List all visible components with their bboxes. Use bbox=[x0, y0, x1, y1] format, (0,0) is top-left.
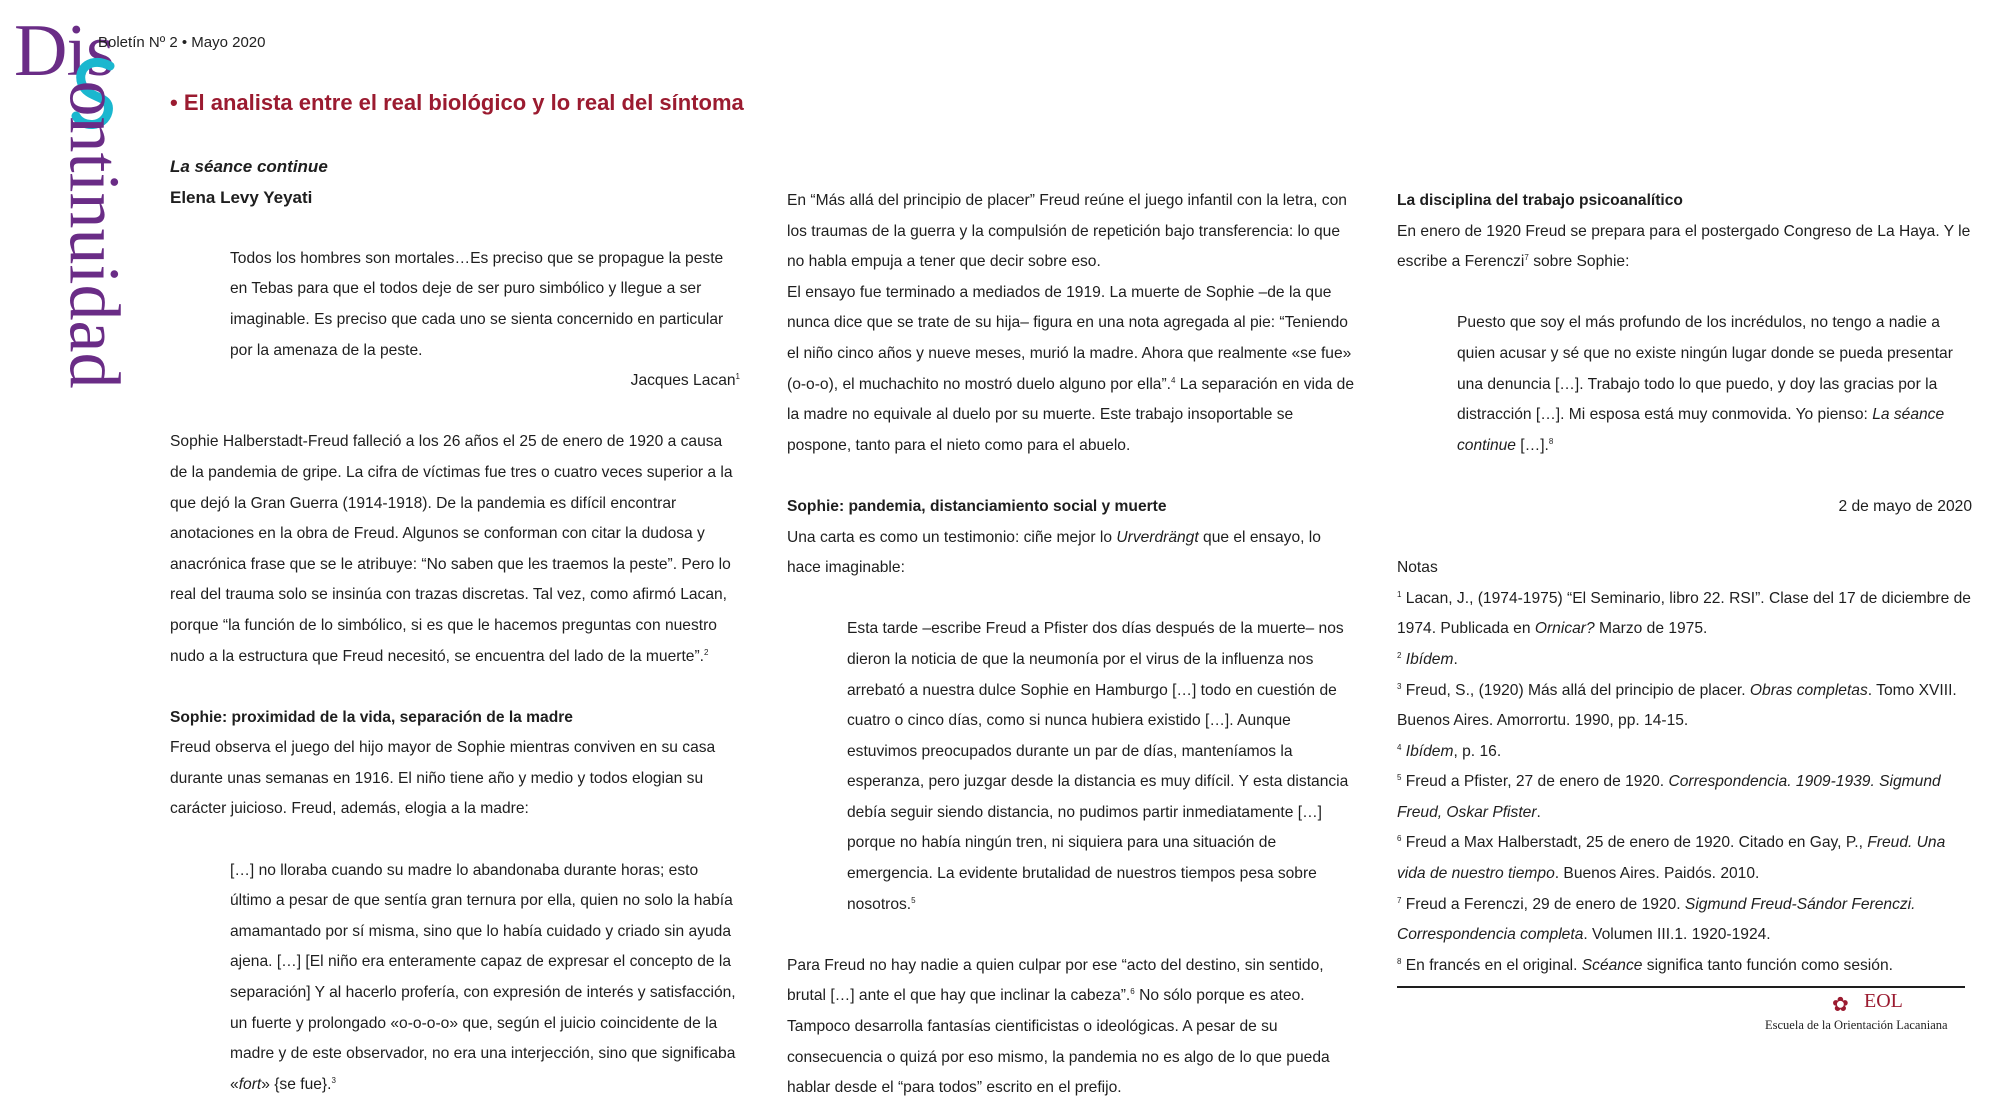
paragraph: En enero de 1920 Freud se prepara para el postergado Congreso de La Haya. Y le escribe a Ferenczi$^7$ sobre Sophie: bbox=[1397, 222, 1971, 271]
logo-dis-text: Dis bbox=[14, 10, 114, 92]
paragraph: En “Más allá del principio de placer” Freud reúne el juego infantil con la letra, con los traumas de la guerra y la compulsión de repetición bajo transferencia: lo que no habla empuja a tener que decir sobre eso. bbox=[787, 192, 1347, 271]
footnote-ref: 4 bbox=[1170, 375, 1176, 385]
paragraph: El ensayo fue terminado a mediados de 1919. La muerte de Sophie –de la que nunca dice que se trate de su hija– figura en una nota agregada al pie: “Teniendo el niño cinco años y nueve meses, murió la madre. Ahora que realmente «se fue» (o-o-o), el muchachito no mostró duelo alguno por ella”.$^4$ La separación en vida de la madre no equivale al duelo por su muerte. Este trabajo insoportable se pospone, tanto para el nieto como para el abuelo. bbox=[787, 283, 1355, 454]
page-headline: • El analista entre el real biológico y lo real del síntoma bbox=[170, 90, 744, 115]
article-date: 2 de mayo de 2020 bbox=[1838, 497, 1972, 515]
footnote-ref: 5 bbox=[911, 895, 916, 905]
footnote: $^2$ Ibídem. bbox=[1397, 650, 1458, 668]
footnote-ref: 1 bbox=[735, 371, 740, 381]
epigraph-author: Jacques Lacan$^1$ bbox=[630, 371, 740, 390]
section-heading: Sophie: proximidad de la vida, separación de la madre bbox=[170, 708, 573, 726]
footer-divider bbox=[1397, 986, 1965, 988]
paragraph: Una carta es como un testimonio: ciñe mejor lo Urverdrängt que el ensayo, lo hace imaginable: bbox=[787, 528, 1321, 577]
column-1 bbox=[170, 152, 740, 1100]
column-3 bbox=[1397, 186, 1972, 981]
paragraph: Sophie Halberstadt-Freud falleció a los 26 años el 25 de enero de 1920 a causa de la pandemia de gripe. La cifra de víctimas fue tres o cuatro veces superior a la que dejó la Gran Guerra (1914-1918). De la pandemia es difícil encontrar anotaciones en la obra de Freud. Algunos se conforman con citar la dudosa y anacrónica frase que se le atribuye: “No saben que les traemos la peste”. Pero lo real del trauma solo se insinúa con trazas discretas. Tal vez, como afirmó Lacan, porque “la función de lo simbólico, si es que le hacemos preguntas con nuestro nudo a la estructura que Freud necesitó, se encuentra del lado de la muerte”.$^2$ bbox=[170, 433, 733, 665]
paragraph: Para Freud no hay nadie a quien culpar por ese “acto del destino, sin sentido, brutal […] ante el que hay que inclinar la cabeza”.$^6$ No sólo porque es ateo. Tampoco desarrolla fantasías cientificistas o ideológicas. A pesar de su consecuencia o quizá por eso mismo, la pandemia no es algo de lo que pueda hablar desde el “para todos” escrito en el prefijo. bbox=[787, 956, 1330, 1097]
footnote-ref: 6 bbox=[1130, 987, 1135, 997]
footnote-ref: 8 bbox=[1548, 436, 1554, 446]
footnote: $^8$ En francés en el original. Scéance significa tanto función como sesión. bbox=[1397, 956, 1893, 974]
paragraph: Freud observa el juego del hijo mayor de Sophie mientras conviven en su casa durante unas semanas en 1916. El niño tiene año y medio y todos elogian su carácter juicioso. Freud, además, elogia a la madre: bbox=[170, 739, 716, 818]
notes-title: Notas bbox=[1397, 559, 1438, 577]
footnote: $^3$ Freud, S., (1920) Más allá del principio de placer. Obras completas. Tomo XVIII. Buenos Aires. Amorrortu. 1990, pp. 14-15. bbox=[1397, 681, 1957, 730]
footnote: $^4$ Ibídem, p. 16. bbox=[1397, 742, 1502, 760]
footnote: $^7$ Freud a Ferenczi, 29 de enero de 1920. Sigmund Freud-Sándor Ferenczi. Correspondencia completa. Volumen III.1. 1920-1924. bbox=[1397, 895, 1916, 944]
footnote: $^5$ Freud a Pfister, 27 de enero de 1920. Correspondencia. 1909-1939. Sigmund Freud, Oskar Pfister. bbox=[1397, 773, 1941, 821]
logo-vertical-text: ontinuidad bbox=[54, 80, 135, 389]
column-2 bbox=[787, 186, 1357, 1104]
section-heading: Sophie: pandemia, distanciamiento social y muerte bbox=[787, 497, 1167, 515]
eol-logo bbox=[1765, 990, 1970, 1040]
discontinuidad-logo bbox=[14, 10, 144, 389]
footnote: $^1$ Lacan, J., (1974-1975) “El Seminario, libro 22. RSI”. Clase del 17 de diciembre de 1974. Publicada en Ornicar? Marzo de 1975. bbox=[1397, 589, 1971, 638]
bulletin-meta: Boletín Nº 2 • Mayo 2020 bbox=[98, 34, 266, 51]
footnote-ref: 2 bbox=[703, 647, 709, 657]
footnote-ref: 3 bbox=[331, 1075, 336, 1085]
footnote-ref: 7 bbox=[1524, 253, 1529, 262]
block-quote: Esta tarde –escribe Freud a Pfister dos días después de la muerte– nos dieron la noticia de que la neumonía por el virus de la influenza nos arrebató a nuestra dulce Sophie en Hamburgo […] todo en cuestión de cuatro o cinco días, como si nunca hubiera existido […]. Aunque estuvimos preocupados durante un par de días, manteníamos la esperanza, pero juzgar desde la distancia es muy difícil. Y esta distancia debía seguir siendo distancia, no pudimos partir inmediatamente […] porque no había ningún tren, ni siquiera para una situación de emergencia. La evidente brutalidad de nuestros tiempos pesa sobre nosotros.$^5$ bbox=[847, 620, 1349, 913]
article-author: Elena Levy Yeyati bbox=[170, 187, 313, 207]
block-quote: […] no lloraba cuando su madre lo abandonaba durante horas; esto último a pesar de que sentía gran ternura por ella, quien no solo la había amamantado por sí misma, sino que lo había cuidado y criado sin ayuda ajena. […] [El niño era enteramente capaz de expresar el concepto de la separación] Y al hacerlo profería, con expresión de interés y satisfacción, un fuerte y prolongado «o-o-o-o» que, según el juicio coincidente de la madre y de este observador, no era una interjección, sino que significaba «fort» {se fue}.$^3$ bbox=[230, 861, 736, 1093]
school-name: Escuela de la Orientación Lacaniana bbox=[1765, 1018, 1948, 1032]
block-quote: Puesto que soy el más profundo de los incrédulos, no tengo a nadie a quien acusar y sé que no existe ningún lugar donde se pueda presentar una denuncia […]. Trabajo todo lo que puedo, y doy las gracias por la distracción […]. Mi esposa está muy conmovida. Yo pienso: La séance continue […].$^8$ bbox=[1457, 314, 1953, 454]
epigraph: Todos los hombres son mortales…Es preciso que se propague la peste en Tebas para que el todos deje de ser puro simbólico y llegue a ser imaginable. Es preciso que cada uno se sienta concernido en particular por la amenaza de la peste. bbox=[230, 249, 724, 359]
eol-flower-icon: ✿ bbox=[1832, 994, 1849, 1016]
footnote: $^6$ Freud a Max Halberstadt, 25 de enero de 1920. Citado en Gay, P., Freud. Una vida de nuestro tiempo. Buenos Aires. Paidós. 2010. bbox=[1397, 834, 1946, 883]
section-heading: La disciplina del trabajo psicoanalítico bbox=[1397, 192, 1683, 209]
eol-logo-text: EOL bbox=[1864, 990, 1903, 1012]
article-title: La séance continue bbox=[170, 157, 328, 176]
